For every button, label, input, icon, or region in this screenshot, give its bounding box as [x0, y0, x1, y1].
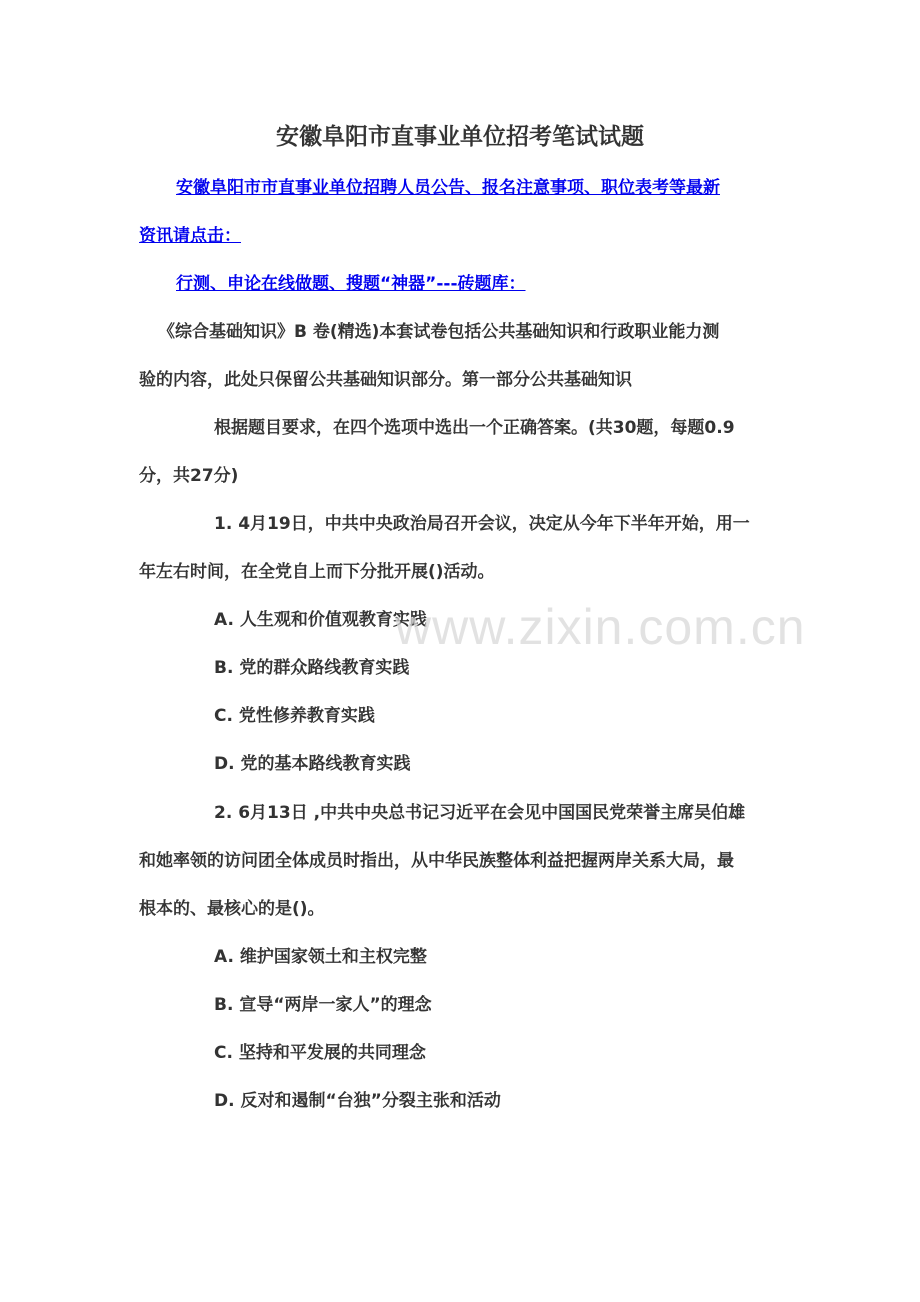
document-title: 安徽阜阳市直事业单位招考笔试试题	[276, 124, 644, 150]
announcement-link-text-1[interactable]: 安徽阜阳市市直事业单位招聘人员公告、报名注意事项、职位表考等最新	[176, 178, 720, 198]
question-1-option-c: C. 党性修养教育实践	[214, 706, 375, 726]
question-1-option-d: D. 党的基本路线教育实践	[214, 754, 411, 774]
question-2-line-2: 和她率领的访问团全体成员时指出，从中华民族整体利益把握两岸关系大局，最	[139, 851, 734, 871]
question-1-line-1: 1. 4月19日，中共中央政治局召开会议，决定从今年下半年开始，用一	[214, 514, 750, 534]
announcement-link-line1[interactable]	[176, 176, 720, 200]
question-bank-link-text[interactable]: 行测、申论在线做题、搜题“神器”---砖题库：	[176, 274, 526, 294]
question-bank-link[interactable]	[176, 272, 526, 296]
question-2-option-b: B. 宣导“两岸一家人”的理念	[214, 995, 432, 1015]
intro-line-1: 《综合基础知识》B 卷(精选)本套试卷包括公共基础知识和行政职业能力测	[158, 322, 720, 342]
question-1-option-b: B. 党的群众路线教育实践	[214, 658, 410, 678]
question-2-option-a: A. 维护国家领土和主权完整	[214, 947, 427, 967]
site-watermark: www.zixin.com.cn	[395, 599, 806, 655]
announcement-link-line2[interactable]	[139, 224, 241, 248]
question-1-line-2: 年左右时间，在全党自上而下分批开展()活动。	[139, 562, 495, 582]
question-2-option-c: C. 坚持和平发展的共同理念	[214, 1043, 426, 1063]
announcement-link-text-2[interactable]: 资讯请点击：	[139, 226, 241, 246]
instruction-line-1: 根据题目要求，在四个选项中选出一个正确答案。(共30题，每题0.9	[214, 418, 735, 438]
instruction-line-2: 分，共27分)	[139, 466, 239, 486]
question-2-line-3: 根本的、最核心的是()。	[139, 899, 325, 919]
question-1-option-a: A. 人生观和价值观教育实践	[214, 610, 427, 630]
question-2-option-d: D. 反对和遏制“台独”分裂主张和活动	[214, 1091, 501, 1111]
intro-line-2: 验的内容，此处只保留公共基础知识部分。第一部分公共基础知识	[139, 370, 632, 390]
question-2-line-1: 2. 6月13日 ,中共中央总书记习近平在会见中国国民党荣誉主席吴伯雄	[214, 803, 746, 823]
